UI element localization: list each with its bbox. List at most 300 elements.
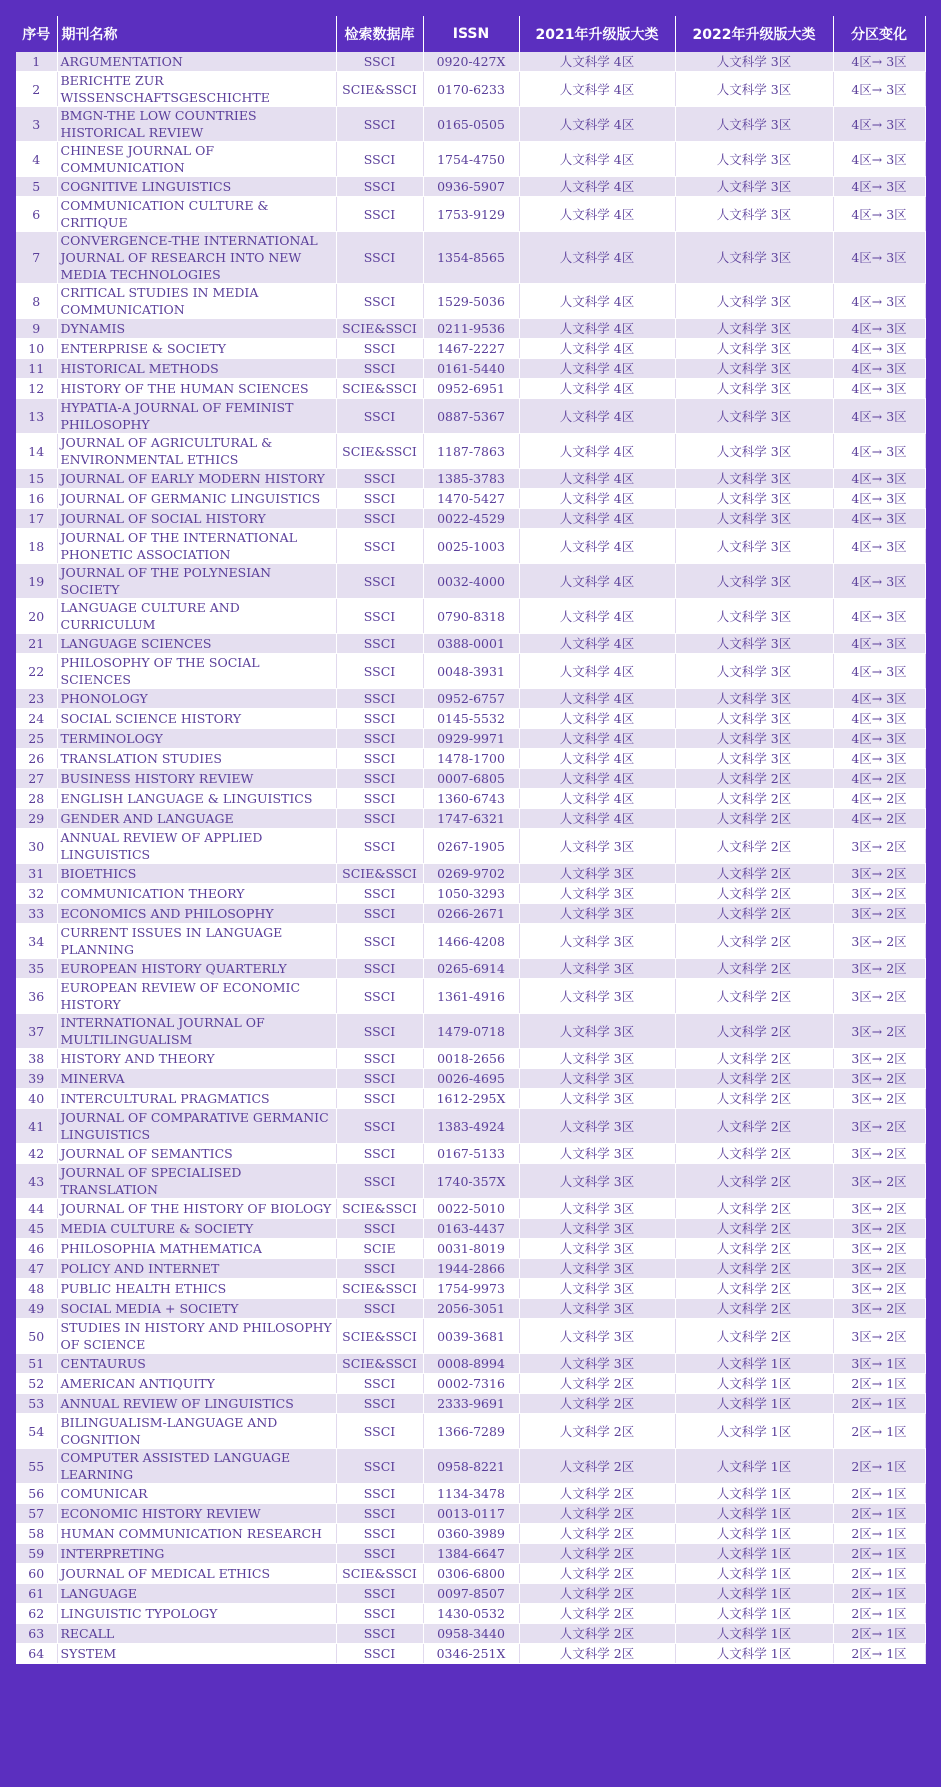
- cell-issn: 1187-7863: [423, 434, 519, 469]
- cell-database: SSCI: [336, 749, 423, 769]
- cell-2021-category: 人文科学 4区: [519, 399, 675, 434]
- cell-journal-name: BUSINESS HISTORY REVIEW: [57, 769, 336, 789]
- cell-2021-category: 人文科学 3区: [519, 904, 675, 924]
- cell-2022-category: 人文科学 1区: [675, 1564, 833, 1584]
- table-row: [16, 809, 925, 829]
- cell-database: SSCI: [336, 829, 423, 864]
- cell-database: SSCI: [336, 1144, 423, 1164]
- cell-journal-name: PHILOSOPHY OF THE SOCIAL SCIENCES: [57, 654, 336, 689]
- cell-zone-change: 4区→ 3区: [833, 634, 925, 654]
- cell-index: 49: [16, 1299, 57, 1319]
- table-row: [16, 1394, 925, 1414]
- cell-index: 21: [16, 634, 57, 654]
- cell-2022-category: 人文科学 2区: [675, 884, 833, 904]
- table-row: [16, 904, 925, 924]
- cell-journal-name: COMMUNICATION CULTURE & CRITIQUE: [57, 197, 336, 232]
- cell-2022-category: 人文科学 2区: [675, 769, 833, 789]
- cell-2021-category: 人文科学 3区: [519, 1219, 675, 1239]
- cell-2021-category: 人文科学 4区: [519, 689, 675, 709]
- cell-zone-change: 3区→ 2区: [833, 1319, 925, 1354]
- cell-issn: 1612-295X: [423, 1089, 519, 1109]
- cell-issn: 1430-0532: [423, 1604, 519, 1624]
- cell-issn: 0022-5010: [423, 1199, 519, 1219]
- cell-journal-name: ANNUAL REVIEW OF APPLIED LINGUISTICS: [57, 829, 336, 864]
- cell-zone-change: 2区→ 1区: [833, 1544, 925, 1564]
- cell-zone-change: 3区→ 2区: [833, 1109, 925, 1144]
- cell-index: 63: [16, 1624, 57, 1644]
- cell-2022-category: 人文科学 3区: [675, 509, 833, 529]
- cell-zone-change: 3区→ 2区: [833, 884, 925, 904]
- cell-zone-change: 2区→ 1区: [833, 1414, 925, 1449]
- table-row: [16, 1049, 925, 1069]
- cell-zone-change: 4区→ 3区: [833, 379, 925, 399]
- table-row: [16, 1144, 925, 1164]
- cell-database: SCIE&SSCI: [336, 1279, 423, 1299]
- cell-zone-change: 3区→ 2区: [833, 1259, 925, 1279]
- cell-issn: 0048-3931: [423, 654, 519, 689]
- cell-journal-name: COGNITIVE LINGUISTICS: [57, 177, 336, 197]
- cell-journal-name: HUMAN COMMUNICATION RESEARCH: [57, 1524, 336, 1544]
- cell-2021-category: 人文科学 4区: [519, 52, 675, 72]
- cell-index: 33: [16, 904, 57, 924]
- cell-journal-name: DYNAMIS: [57, 319, 336, 339]
- cell-issn: 0958-8221: [423, 1449, 519, 1484]
- cell-index: 36: [16, 979, 57, 1014]
- cell-journal-name: GENDER AND LANGUAGE: [57, 809, 336, 829]
- cell-2021-category: 人文科学 2区: [519, 1604, 675, 1624]
- cell-index: 22: [16, 654, 57, 689]
- cell-index: 30: [16, 829, 57, 864]
- cell-issn: 0346-251X: [423, 1644, 519, 1664]
- cell-database: SSCI: [336, 529, 423, 564]
- cell-journal-name: LINGUISTIC TYPOLOGY: [57, 1604, 336, 1624]
- cell-2021-category: 人文科学 4区: [519, 177, 675, 197]
- cell-zone-change: 3区→ 2区: [833, 979, 925, 1014]
- table-row: [16, 509, 925, 529]
- table-row: [16, 107, 925, 142]
- table-row: [16, 177, 925, 197]
- cell-index: 17: [16, 509, 57, 529]
- cell-index: 34: [16, 924, 57, 959]
- cell-2022-category: 人文科学 2区: [675, 979, 833, 1014]
- table-row: [16, 379, 925, 399]
- cell-database: SSCI: [336, 1109, 423, 1144]
- cell-index: 28: [16, 789, 57, 809]
- cell-journal-name: INTERCULTURAL PRAGMATICS: [57, 1089, 336, 1109]
- cell-index: 38: [16, 1049, 57, 1069]
- cell-2022-category: 人文科学 1区: [675, 1584, 833, 1604]
- cell-journal-name: HYPATIA-A JOURNAL OF FEMINIST PHILOSOPHY: [57, 399, 336, 434]
- cell-issn: 1354-8565: [423, 232, 519, 284]
- table-row: [16, 1259, 925, 1279]
- table-row: [16, 634, 925, 654]
- cell-issn: 1479-0718: [423, 1014, 519, 1049]
- cell-journal-name: COMUNICAR: [57, 1484, 336, 1504]
- table-row: [16, 729, 925, 749]
- table-row: [16, 469, 925, 489]
- cell-database: SSCI: [336, 904, 423, 924]
- cell-issn: 0145-5532: [423, 709, 519, 729]
- journal-table-sheet: [16, 16, 925, 1664]
- cell-index: 11: [16, 359, 57, 379]
- cell-zone-change: 2区→ 1区: [833, 1374, 925, 1394]
- cell-index: 54: [16, 1414, 57, 1449]
- cell-issn: 1360-6743: [423, 789, 519, 809]
- cell-journal-name: LANGUAGE: [57, 1584, 336, 1604]
- cell-database: SSCI: [336, 1644, 423, 1664]
- cell-database: SSCI: [336, 689, 423, 709]
- cell-journal-name: CURRENT ISSUES IN LANGUAGE PLANNING: [57, 924, 336, 959]
- cell-issn: 1385-3783: [423, 469, 519, 489]
- cell-2021-category: 人文科学 4区: [519, 232, 675, 284]
- cell-journal-name: POLICY AND INTERNET: [57, 1259, 336, 1279]
- cell-database: SSCI: [336, 1374, 423, 1394]
- cell-database: SSCI: [336, 1259, 423, 1279]
- cell-index: 53: [16, 1394, 57, 1414]
- cell-journal-name: ENGLISH LANGUAGE & LINGUISTICS: [57, 789, 336, 809]
- cell-issn: 0018-2656: [423, 1049, 519, 1069]
- cell-zone-change: 4区→ 3区: [833, 177, 925, 197]
- table-row: [16, 1544, 925, 1564]
- cell-journal-name: JOURNAL OF EARLY MODERN HISTORY: [57, 469, 336, 489]
- cell-2022-category: 人文科学 2区: [675, 1219, 833, 1239]
- table-row: [16, 689, 925, 709]
- cell-issn: 0165-0505: [423, 107, 519, 142]
- cell-2021-category: 人文科学 4区: [519, 434, 675, 469]
- cell-journal-name: PHONOLOGY: [57, 689, 336, 709]
- cell-zone-change: 4区→ 3区: [833, 72, 925, 107]
- table-row: [16, 1449, 925, 1484]
- table-row: [16, 1219, 925, 1239]
- cell-zone-change: 2区→ 1区: [833, 1484, 925, 1504]
- cell-journal-name: JOURNAL OF SOCIAL HISTORY: [57, 509, 336, 529]
- cell-2021-category: 人文科学 3区: [519, 1259, 675, 1279]
- cell-journal-name: JOURNAL OF COMPARATIVE GERMANIC LINGUISTICS: [57, 1109, 336, 1144]
- cell-2021-category: 人文科学 3区: [519, 1319, 675, 1354]
- cell-index: 56: [16, 1484, 57, 1504]
- cell-2022-category: 人文科学 3区: [675, 232, 833, 284]
- table-row: [16, 529, 925, 564]
- table-row: [16, 1354, 925, 1374]
- cell-index: 5: [16, 177, 57, 197]
- cell-issn: 2333-9691: [423, 1394, 519, 1414]
- cell-issn: 0167-5133: [423, 1144, 519, 1164]
- cell-2021-category: 人文科学 4区: [519, 469, 675, 489]
- cell-zone-change: 2区→ 1区: [833, 1449, 925, 1484]
- cell-2022-category: 人文科学 2区: [675, 1164, 833, 1199]
- header-index: 序号: [16, 16, 57, 52]
- cell-index: 9: [16, 319, 57, 339]
- cell-issn: 0958-3440: [423, 1624, 519, 1644]
- cell-zone-change: 4区→ 3区: [833, 689, 925, 709]
- cell-issn: 0929-9971: [423, 729, 519, 749]
- cell-zone-change: 3区→ 2区: [833, 904, 925, 924]
- cell-database: SSCI: [336, 1219, 423, 1239]
- cell-journal-name: CRITICAL STUDIES IN MEDIA COMMUNICATION: [57, 284, 336, 319]
- table-row: [16, 1644, 925, 1664]
- cell-index: 20: [16, 599, 57, 634]
- cell-zone-change: 4区→ 3区: [833, 107, 925, 142]
- cell-2022-category: 人文科学 3区: [675, 72, 833, 107]
- cell-journal-name: SYSTEM: [57, 1644, 336, 1664]
- cell-issn: 0163-4437: [423, 1219, 519, 1239]
- cell-index: 19: [16, 564, 57, 599]
- cell-2021-category: 人文科学 4区: [519, 359, 675, 379]
- cell-database: SSCI: [336, 1014, 423, 1049]
- cell-database: SSCI: [336, 789, 423, 809]
- cell-issn: 0952-6951: [423, 379, 519, 399]
- cell-2021-category: 人文科学 4区: [519, 142, 675, 177]
- cell-zone-change: 4区→ 2区: [833, 769, 925, 789]
- cell-issn: 0790-8318: [423, 599, 519, 634]
- cell-zone-change: 4区→ 3区: [833, 232, 925, 284]
- cell-database: SSCI: [336, 959, 423, 979]
- cell-2022-category: 人文科学 3区: [675, 399, 833, 434]
- cell-zone-change: 3区→ 2区: [833, 1014, 925, 1049]
- table-row: [16, 829, 925, 864]
- cell-2021-category: 人文科学 3区: [519, 959, 675, 979]
- cell-journal-name: PUBLIC HEALTH ETHICS: [57, 1279, 336, 1299]
- cell-2022-category: 人文科学 2区: [675, 1109, 833, 1144]
- cell-issn: 0952-6757: [423, 689, 519, 709]
- cell-issn: 2056-3051: [423, 1299, 519, 1319]
- cell-2021-category: 人文科学 2区: [519, 1584, 675, 1604]
- cell-index: 13: [16, 399, 57, 434]
- cell-2022-category: 人文科学 1区: [675, 1484, 833, 1504]
- table-row: [16, 319, 925, 339]
- cell-journal-name: EUROPEAN HISTORY QUARTERLY: [57, 959, 336, 979]
- cell-zone-change: 3区→ 2区: [833, 1089, 925, 1109]
- cell-issn: 1740-357X: [423, 1164, 519, 1199]
- cell-zone-change: 4区→ 3区: [833, 654, 925, 689]
- cell-issn: 1753-9129: [423, 197, 519, 232]
- cell-journal-name: MINERVA: [57, 1069, 336, 1089]
- cell-database: SSCI: [336, 1524, 423, 1544]
- table-row: [16, 564, 925, 599]
- cell-2021-category: 人文科学 2区: [519, 1374, 675, 1394]
- cell-database: SSCI: [336, 1544, 423, 1564]
- cell-zone-change: 4区→ 3区: [833, 399, 925, 434]
- table-row: [16, 1164, 925, 1199]
- cell-zone-change: 4区→ 3区: [833, 339, 925, 359]
- table-row: [16, 789, 925, 809]
- cell-journal-name: BERICHTE ZUR WISSENSCHAFTSGESCHICHTE: [57, 72, 336, 107]
- cell-index: 59: [16, 1544, 57, 1564]
- cell-zone-change: 3区→ 2区: [833, 1164, 925, 1199]
- cell-database: SSCI: [336, 599, 423, 634]
- cell-2021-category: 人文科学 3区: [519, 1069, 675, 1089]
- cell-2021-category: 人文科学 4区: [519, 729, 675, 749]
- cell-2022-category: 人文科学 1区: [675, 1644, 833, 1664]
- cell-2021-category: 人文科学 3区: [519, 1239, 675, 1259]
- cell-2022-category: 人文科学 2区: [675, 864, 833, 884]
- cell-issn: 0887-5367: [423, 399, 519, 434]
- cell-issn: 0170-6233: [423, 72, 519, 107]
- cell-issn: 0920-427X: [423, 52, 519, 72]
- cell-zone-change: 4区→ 2区: [833, 789, 925, 809]
- cell-index: 35: [16, 959, 57, 979]
- cell-issn: 0025-1003: [423, 529, 519, 564]
- cell-index: 10: [16, 339, 57, 359]
- cell-zone-change: 3区→ 2区: [833, 1144, 925, 1164]
- header-zone-change: 分区变化: [833, 16, 925, 52]
- cell-journal-name: HISTORICAL METHODS: [57, 359, 336, 379]
- cell-2022-category: 人文科学 3区: [675, 107, 833, 142]
- cell-journal-name: MEDIA CULTURE & SOCIETY: [57, 1219, 336, 1239]
- cell-journal-name: JOURNAL OF SEMANTICS: [57, 1144, 336, 1164]
- cell-2022-category: 人文科学 1区: [675, 1394, 833, 1414]
- cell-2022-category: 人文科学 3区: [675, 339, 833, 359]
- cell-issn: 1467-2227: [423, 339, 519, 359]
- cell-2022-category: 人文科学 1区: [675, 1604, 833, 1624]
- cell-2022-category: 人文科学 3区: [675, 434, 833, 469]
- cell-database: SSCI: [336, 339, 423, 359]
- cell-2021-category: 人文科学 3区: [519, 1109, 675, 1144]
- cell-issn: 0360-3989: [423, 1524, 519, 1544]
- cell-issn: 1366-7289: [423, 1414, 519, 1449]
- cell-issn: 0031-8019: [423, 1239, 519, 1259]
- cell-zone-change: 2区→ 1区: [833, 1624, 925, 1644]
- cell-2021-category: 人文科学 4区: [519, 489, 675, 509]
- cell-index: 61: [16, 1584, 57, 1604]
- cell-database: SSCI: [336, 979, 423, 1014]
- cell-2021-category: 人文科学 4区: [519, 789, 675, 809]
- cell-2021-category: 人文科学 3区: [519, 1164, 675, 1199]
- cell-2021-category: 人文科学 3区: [519, 1049, 675, 1069]
- table-row: [16, 1584, 925, 1604]
- cell-2021-category: 人文科学 2区: [519, 1544, 675, 1564]
- cell-zone-change: 2区→ 1区: [833, 1524, 925, 1544]
- cell-journal-name: INTERPRETING: [57, 1544, 336, 1564]
- cell-2021-category: 人文科学 3区: [519, 829, 675, 864]
- cell-2022-category: 人文科学 1区: [675, 1504, 833, 1524]
- cell-database: SSCI: [336, 359, 423, 379]
- cell-database: SSCI: [336, 284, 423, 319]
- cell-2021-category: 人文科学 4区: [519, 634, 675, 654]
- cell-2021-category: 人文科学 3区: [519, 1299, 675, 1319]
- cell-index: 39: [16, 1069, 57, 1089]
- table-row: [16, 1069, 925, 1089]
- table-row: [16, 1319, 925, 1354]
- header-database: 检索数据库: [336, 16, 423, 52]
- cell-index: 50: [16, 1319, 57, 1354]
- cell-index: 64: [16, 1644, 57, 1664]
- cell-zone-change: 4区→ 3区: [833, 709, 925, 729]
- cell-2021-category: 人文科学 4区: [519, 284, 675, 319]
- cell-2021-category: 人文科学 3区: [519, 1354, 675, 1374]
- table-row: [16, 399, 925, 434]
- cell-zone-change: 3区→ 2区: [833, 1239, 925, 1259]
- cell-zone-change: 3区→ 2区: [833, 829, 925, 864]
- cell-journal-name: INTERNATIONAL JOURNAL OF MULTILINGUALISM: [57, 1014, 336, 1049]
- table-row: [16, 1089, 925, 1109]
- cell-database: SSCI: [336, 809, 423, 829]
- cell-zone-change: 3区→ 2区: [833, 1049, 925, 1069]
- table-row: [16, 339, 925, 359]
- cell-issn: 0007-6805: [423, 769, 519, 789]
- cell-2021-category: 人文科学 3区: [519, 1014, 675, 1049]
- cell-journal-name: PHILOSOPHIA MATHEMATICA: [57, 1239, 336, 1259]
- cell-2021-category: 人文科学 3区: [519, 924, 675, 959]
- cell-database: SSCI: [336, 1449, 423, 1484]
- cell-issn: 0039-3681: [423, 1319, 519, 1354]
- cell-issn: 1466-4208: [423, 924, 519, 959]
- cell-2022-category: 人文科学 3区: [675, 319, 833, 339]
- cell-zone-change: 4区→ 2区: [833, 809, 925, 829]
- cell-index: 7: [16, 232, 57, 284]
- cell-2021-category: 人文科学 4区: [519, 709, 675, 729]
- cell-2022-category: 人文科学 2区: [675, 1014, 833, 1049]
- cell-journal-name: EUROPEAN REVIEW OF ECONOMIC HISTORY: [57, 979, 336, 1014]
- cell-2021-category: 人文科学 4区: [519, 107, 675, 142]
- cell-journal-name: BIOETHICS: [57, 864, 336, 884]
- cell-issn: 0097-8507: [423, 1584, 519, 1604]
- cell-zone-change: 4区→ 3区: [833, 749, 925, 769]
- cell-zone-change: 4区→ 3区: [833, 469, 925, 489]
- cell-2022-category: 人文科学 3区: [675, 197, 833, 232]
- cell-index: 18: [16, 529, 57, 564]
- cell-journal-name: BMGN-THE LOW COUNTRIES HISTORICAL REVIEW: [57, 107, 336, 142]
- cell-database: SCIE: [336, 1239, 423, 1259]
- header-issn: ISSN: [423, 16, 519, 52]
- table-row: [16, 769, 925, 789]
- header-journal-name: 期刊名称: [57, 16, 336, 52]
- cell-index: 44: [16, 1199, 57, 1219]
- cell-issn: 1383-4924: [423, 1109, 519, 1144]
- cell-index: 23: [16, 689, 57, 709]
- cell-2021-category: 人文科学 4区: [519, 749, 675, 769]
- cell-zone-change: 2区→ 1区: [833, 1584, 925, 1604]
- cell-issn: 0032-4000: [423, 564, 519, 599]
- cell-database: SSCI: [336, 399, 423, 434]
- cell-index: 3: [16, 107, 57, 142]
- cell-2022-category: 人文科学 3区: [675, 689, 833, 709]
- cell-journal-name: CONVERGENCE-THE INTERNATIONAL JOURNAL OF RESEARCH INTO NEW MEDIA TECHNOLOGIES: [57, 232, 336, 284]
- cell-issn: 0161-5440: [423, 359, 519, 379]
- cell-journal-name: ENTERPRISE & SOCIETY: [57, 339, 336, 359]
- cell-2021-category: 人文科学 3区: [519, 1199, 675, 1219]
- cell-2022-category: 人文科学 3区: [675, 749, 833, 769]
- cell-2022-category: 人文科学 2区: [675, 809, 833, 829]
- cell-2021-category: 人文科学 2区: [519, 1624, 675, 1644]
- cell-zone-change: 3区→ 1区: [833, 1354, 925, 1374]
- cell-database: SSCI: [336, 142, 423, 177]
- cell-database: SSCI: [336, 489, 423, 509]
- cell-2021-category: 人文科学 2区: [519, 1414, 675, 1449]
- cell-database: SSCI: [336, 729, 423, 749]
- table-row: [16, 52, 925, 72]
- cell-2022-category: 人文科学 1区: [675, 1414, 833, 1449]
- table-row: [16, 142, 925, 177]
- cell-2022-category: 人文科学 3区: [675, 142, 833, 177]
- cell-zone-change: 3区→ 2区: [833, 1199, 925, 1219]
- cell-2022-category: 人文科学 3区: [675, 654, 833, 689]
- cell-2022-category: 人文科学 3区: [675, 284, 833, 319]
- cell-database: SSCI: [336, 197, 423, 232]
- cell-database: SCIE&SSCI: [336, 1319, 423, 1354]
- table-row: [16, 1484, 925, 1504]
- cell-2022-category: 人文科学 3区: [675, 177, 833, 197]
- table-row: [16, 599, 925, 634]
- cell-index: 8: [16, 284, 57, 319]
- cell-index: 46: [16, 1239, 57, 1259]
- cell-journal-name: COMPUTER ASSISTED LANGUAGE LEARNING: [57, 1449, 336, 1484]
- table-row: [16, 1239, 925, 1259]
- cell-issn: 0008-8994: [423, 1354, 519, 1374]
- cell-2022-category: 人文科学 2区: [675, 1319, 833, 1354]
- table-row: [16, 1624, 925, 1644]
- table-row: [16, 1374, 925, 1394]
